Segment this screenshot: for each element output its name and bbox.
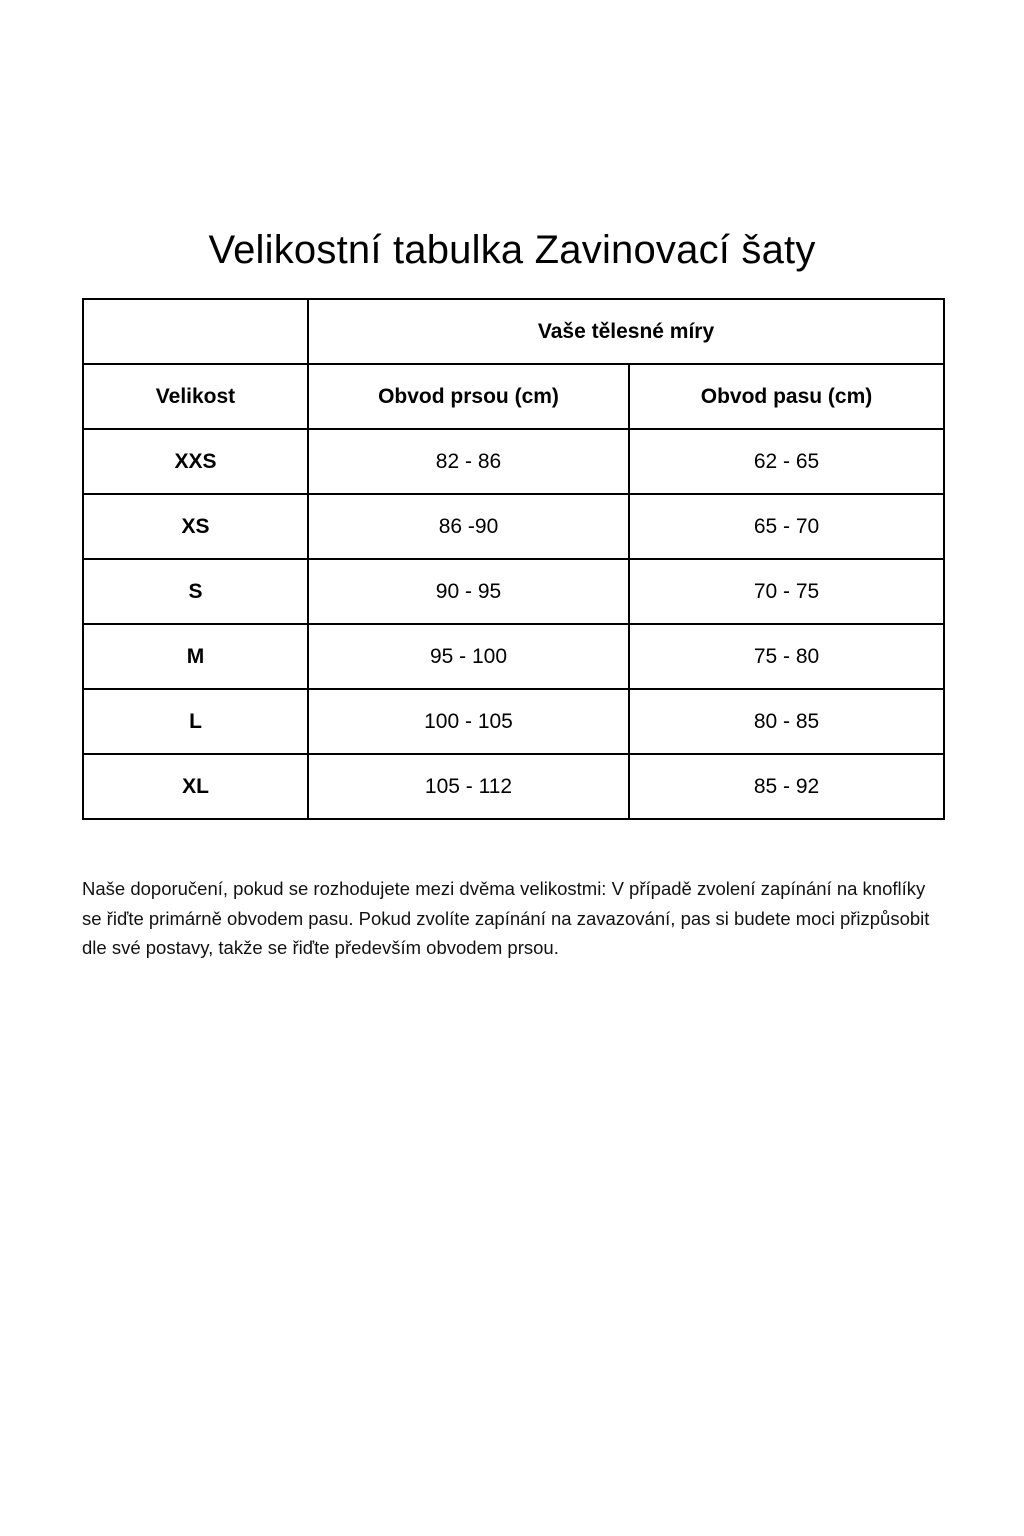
size-cell: XL bbox=[83, 754, 308, 819]
column-header-row bbox=[83, 364, 944, 429]
page-title: Velikostní tabulka Zavinovací šaty bbox=[208, 228, 816, 272]
waist-cell: 80 - 85 bbox=[629, 689, 944, 754]
bust-cell: 90 - 95 bbox=[308, 559, 629, 624]
empty-header-cell bbox=[83, 299, 308, 364]
table-row bbox=[83, 689, 944, 754]
waist-cell: 65 - 70 bbox=[629, 494, 944, 559]
group-header-row bbox=[83, 299, 944, 364]
table-row bbox=[83, 559, 944, 624]
size-cell: S bbox=[83, 559, 308, 624]
table-row bbox=[83, 754, 944, 819]
column-header-waist: Obvod pasu (cm) bbox=[629, 364, 944, 429]
waist-cell: 62 - 65 bbox=[629, 429, 944, 494]
bust-cell: 86 -90 bbox=[308, 494, 629, 559]
body-measurements-header: Vaše tělesné míry bbox=[308, 299, 944, 364]
bust-cell: 82 - 86 bbox=[308, 429, 629, 494]
size-cell: L bbox=[83, 689, 308, 754]
size-cell: XS bbox=[83, 494, 308, 559]
size-cell: XXS bbox=[83, 429, 308, 494]
column-header-bust: Obvod prsou (cm) bbox=[308, 364, 629, 429]
waist-cell: 70 - 75 bbox=[629, 559, 944, 624]
table-row bbox=[83, 494, 944, 559]
waist-cell: 85 - 92 bbox=[629, 754, 944, 819]
waist-cell: 75 - 80 bbox=[629, 624, 944, 689]
column-header-size: Velikost bbox=[83, 364, 308, 429]
bust-cell: 105 - 112 bbox=[308, 754, 629, 819]
table-row bbox=[83, 429, 944, 494]
bust-cell: 100 - 105 bbox=[308, 689, 629, 754]
size-recommendation-note: Naše doporučení, pokud se rozhodujete mezi dvěma velikostmi: V případě zvolení zapínání na knoflíky se řiďte primárně obvodem pasu. Pokud zvolíte zapínání na zavazování, pas si budete moci přizpůsobit dle své postavy, takže se řiďte především obvodem prsou. bbox=[82, 878, 930, 958]
size-cell: M bbox=[83, 624, 308, 689]
bust-cell: 95 - 100 bbox=[308, 624, 629, 689]
size-chart-table bbox=[82, 298, 945, 820]
table-row bbox=[83, 624, 944, 689]
